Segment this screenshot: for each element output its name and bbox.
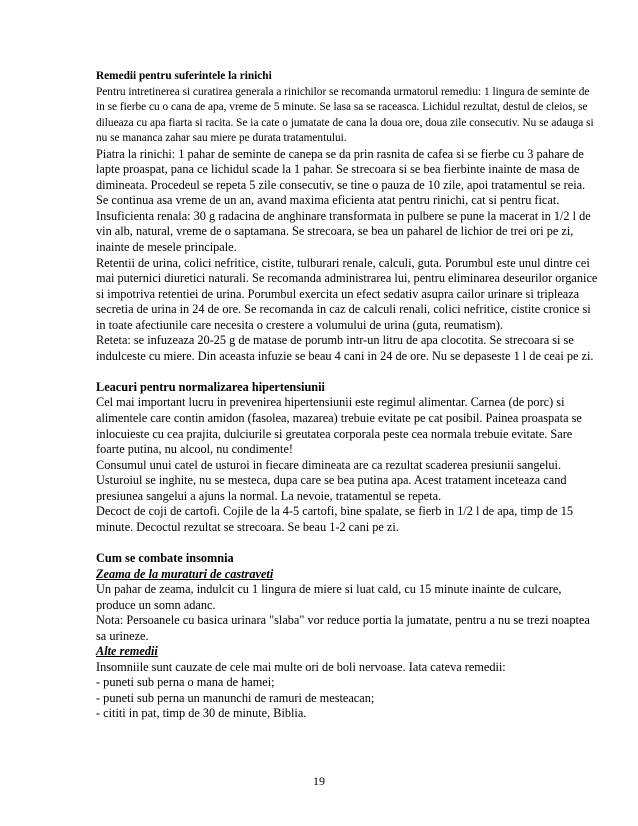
paragraph-kidney-stones: Piatra la rinichi: 1 pahar de seminte de canepa se da prin rasnita de cafea si se fierbe cu 3 pahare de lapte proaspat, pana ce lichidul scade la 1 pahar. Se strecoara si se bea fierbinte inainte de masa de dimineata. Procedeul se repeta 5 zile consecutiv, se tine o pauza de 10 zile, apoi tratamentul se reia. Se continua asa vreme de un an, avand maxima eficienta atat pentru rinichi, cat si pentru ficat. (96, 146, 586, 208)
section-kidney-remedies (96, 69, 600, 364)
paragraph-kidney-cleansing: Pentru intretinerea si curatirea generala a rinichilor se recomanda urmatorul remediu: 1 lingura de seminte de in se fierbe cu o cana de apa, vreme de 5 minute. Se lasa sa se raceasca. Lichidul rezultat, destul de cleios, se dilueaza cu apa fiarta si racita. Se ia cate o jumatate de cana la doua ore, doua zile consecutiv. Nu se adauga si nu se mananca zahar sau miere pe durata tratamentului. (96, 85, 594, 145)
paragraph-corn-silk-recipe: Reteta: se infuzeaza 20-25 g de matase de porumb intr-un litru de apa clocotita. Se strecoara si se indulceste cu miere. Din aceasta infuzie se beau 4 cani in 24 de ore. Nu se depaseste 1 l de ceai pe zi. (96, 333, 594, 363)
paragraph-note: Nota: Persoanele cu basica urinara "slaba" vor reduce portia la jumatate, pentru a nu se trezi noaptea sa urineze. (96, 613, 590, 643)
subheading-other-remedies: Alte remedii (96, 644, 158, 659)
paragraph-garlic: Consumul unui catel de usturoi in fiecare dimineata are ca rezultat scaderea presiunii sangelui. Usturoiul se inghite, nu se mesteca, dupa care se bea putina apa. Acest tratament inceteaza cand presiunea sangelui a ajuns la normal. La nevoie, tratamentul se repeta. (96, 457, 567, 503)
section-spacer (96, 364, 600, 380)
paragraph-insomnia-causes: Insomniile sunt cauzate de cele mai multe ori de boli nervoase. Iata cateva remedii: (96, 659, 506, 674)
list-item: - puneti sub perna o mana de hamei; (96, 675, 275, 690)
paragraph-urine-retention: Retentii de urina, colici nefritice, cistite, tulburari renale, calculi, guta. Porumbul este unul dintre cei mai puternici diuretici naturali. Se recomanda administrarea lui, pentru eliminarea deseurilor organice si impotriva retentiei de urina. Porumbul exercita un efect sedativ asupra cailor urinare si tripleaza secretia de urina in 24 de ore. Se recomanda in caz de calculi renali, colici nefritice, cistite cronice si in toate afectiunile care necesita o crestere a volumului de urina (guta, reumatism). (96, 255, 598, 332)
paragraph-pickle-juice: Un pahar de zeama, indulcit cu 1 lingura de miere si luat cald, cu 15 minute inainte de culcare, produce un somn adanc. (96, 582, 562, 612)
page-number: 19 (313, 774, 325, 788)
list-item: - cititi in pat, timp de 30 de minute, Biblia. (96, 706, 307, 721)
list-item: - puneti sub perna un manunchi de ramuri de mesteacan; (96, 690, 375, 705)
section-heading-kidney: Remedii pentru suferintele la rinichi (96, 70, 272, 82)
paragraph-diet: Cel mai important lucru in prevenirea hipertensiunii este regimul alimentar. Carnea (de porc) si alimentele care contin amidon (fasolea, mazarea) trebuie evitate pe cat posibil. Painea proaspata se inlocuieste cu cea prajita, dulciurile si greutatea corporala peste cea normala trebuie evitate. Sare foarte putina, nu alcool, nu condimente! (96, 395, 582, 457)
page-content (96, 69, 600, 722)
section-insomnia (96, 551, 600, 722)
subheading-pickle-juice: Zeama de la muraturi de castraveti (96, 566, 274, 581)
section-hypertension (96, 380, 600, 535)
section-spacer (96, 535, 600, 551)
paragraph-potato-peel: Decoct de coji de cartofi. Cojile de la 4-5 cartofi, bine spalate, se fierb in 1/2 l de apa, timp de 15 minute. Decoctul rezultat se strecoara. Se beau 1-2 cani pe zi. (96, 504, 574, 534)
paragraph-renal-insufficiency: Insuficienta renala: 30 g radacina de anghinare transformata in pulbere se pune la macerat in 1/2 l de vin alb, natural, vreme de o saptamana. Se strecoara, se bea un paharel de lichior de trei ori pe zi, inainte de mesele principale. (96, 208, 591, 255)
section-heading-insomnia: Cum se combate insomnia (96, 550, 234, 565)
section-heading-hypertension: Leacuri pentru normalizarea hipertensiunii (96, 379, 325, 394)
